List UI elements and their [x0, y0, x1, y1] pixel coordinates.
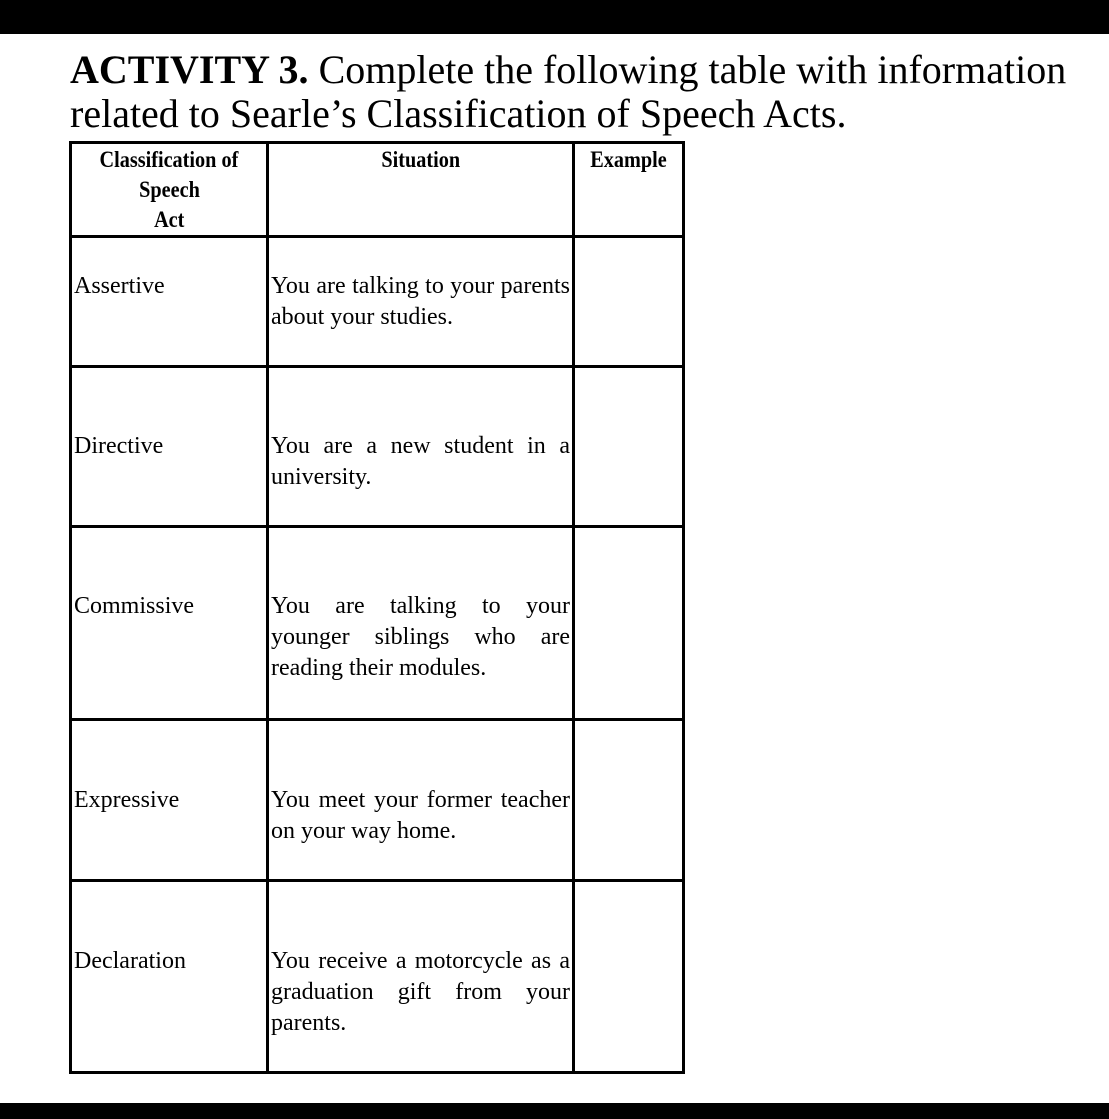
situation-cell: You are talking to your parents about your studies. — [268, 237, 574, 367]
speech-acts-table — [69, 141, 685, 1074]
classification-cell: Assertive — [71, 237, 268, 367]
bottom-black-bar — [0, 1103, 1109, 1119]
situation-cell: You are talking to your younger siblings who are reading their modules. — [268, 527, 574, 720]
top-black-bar — [0, 0, 1109, 34]
instruction-line1: Complete the following table with information — [308, 47, 1067, 92]
classification-cell: Commissive — [71, 527, 268, 720]
header-situation: Situation — [268, 143, 574, 237]
header-classification: Classification of Speech Act — [71, 143, 268, 237]
example-cell[interactable] — [574, 720, 684, 881]
activity-label: ACTIVITY 3. — [70, 47, 309, 92]
example-cell[interactable] — [574, 367, 684, 527]
table-row — [71, 720, 684, 881]
example-cell[interactable] — [574, 527, 684, 720]
classification-cell: Expressive — [71, 720, 268, 881]
example-cell[interactable] — [574, 237, 684, 367]
instruction-line2: related to Searle’s Classification of Speech Acts. — [70, 91, 847, 136]
table-row — [71, 367, 684, 527]
classification-cell: Directive — [71, 367, 268, 527]
table-row — [71, 237, 684, 367]
activity-title — [70, 48, 1100, 136]
situation-cell: You receive a motorcycle as a graduation gift from your parents. — [268, 881, 574, 1073]
classification-cell: Declaration — [71, 881, 268, 1073]
example-cell[interactable] — [574, 881, 684, 1073]
header-example: Example — [574, 143, 684, 237]
situation-cell: You are a new student in a university. — [268, 367, 574, 527]
header-row — [71, 143, 684, 237]
table-row — [71, 527, 684, 720]
situation-cell: You meet your former teacher on your way home. — [268, 720, 574, 881]
table-row — [71, 881, 684, 1073]
